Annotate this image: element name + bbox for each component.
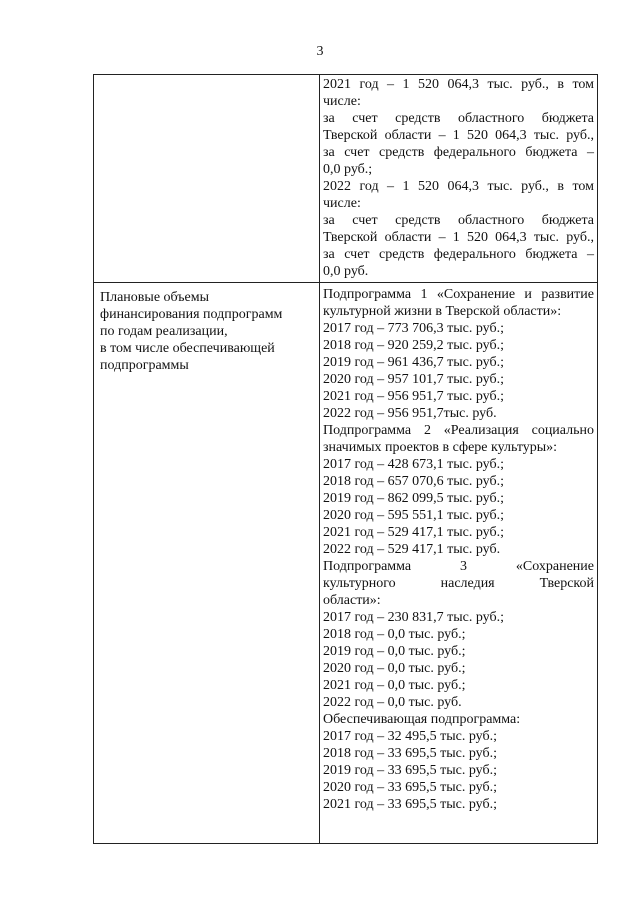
text-line: 2022 год – 0,0 тыс. руб. xyxy=(323,695,462,710)
text-line: Тверской области – 1 520 064,3 тыс. руб., xyxy=(323,230,594,245)
text-line: 2020 год – 33 695,5 тыс. руб.; xyxy=(323,780,497,795)
text-line: области»: xyxy=(323,593,381,608)
row2-right-cell xyxy=(320,283,598,844)
row1-right-text xyxy=(323,76,594,280)
text-line: 2022 год – 956 951,7тыс. руб. xyxy=(323,406,497,421)
page-number: 3 xyxy=(316,44,324,59)
text-line: 0,0 руб.; xyxy=(323,162,373,177)
text-line: Тверской области – 1 520 064,3 тыс. руб., xyxy=(323,128,594,143)
text-line: 2019 год – 33 695,5 тыс. руб.; xyxy=(323,763,497,778)
text-line: за счет средств федерального бюджета – xyxy=(323,145,594,160)
text-line: 2021 год – 0,0 тыс. руб.; xyxy=(323,678,466,693)
text-line: 2021 год – 33 695,5 тыс. руб.; xyxy=(323,797,497,812)
text-line: 2017 год – 230 831,7 тыс. руб.; xyxy=(323,610,504,625)
text-line: 2018 год – 657 070,6 тыс. руб.; xyxy=(323,474,504,489)
row2-right-text xyxy=(323,286,594,813)
text-line: Обеспечивающая подпрограмма: xyxy=(323,712,521,727)
text-line: 2019 год – 0,0 тыс. руб.; xyxy=(323,644,466,659)
text-line: значимых проектов в сфере культуры»: xyxy=(323,440,558,455)
row2-left-cell xyxy=(94,283,320,844)
text-line: культурной жизни в Тверской области»: xyxy=(323,304,562,319)
text-line: 2020 год – 0,0 тыс. руб.; xyxy=(323,661,466,676)
text-line: 2021 год – 956 951,7 тыс. руб.; xyxy=(323,389,504,404)
row1-left-cell xyxy=(94,75,320,283)
text-line: Подпрограмма 3 «Сохранение xyxy=(323,559,594,574)
text-line: 2022 год – 1 520 064,3 тыс. руб., в том xyxy=(323,179,594,194)
text-line: числе: xyxy=(323,196,361,211)
label-line: по годам реализации, xyxy=(100,324,228,339)
text-line: 2019 год – 862 099,5 тыс. руб.; xyxy=(323,491,504,506)
text-line: 2021 год – 1 520 064,3 тыс. руб., в том xyxy=(323,77,594,92)
label-line: в том числе обеспечивающей xyxy=(100,341,275,356)
label-line: финансирования подпрограмм xyxy=(100,307,283,322)
text-line: за счет средств областного бюджета xyxy=(323,111,594,126)
passport-table xyxy=(93,74,598,844)
row2-left-text xyxy=(97,283,316,374)
text-line: 2022 год – 529 417,1 тыс. руб. xyxy=(323,542,501,557)
text-line: 0,0 руб. xyxy=(323,264,369,279)
table-row xyxy=(94,75,598,283)
text-line: числе: xyxy=(323,94,361,109)
row1-right-cell xyxy=(320,75,598,283)
text-line: 2021 год – 529 417,1 тыс. руб.; xyxy=(323,525,504,540)
text-line: 2020 год – 595 551,1 тыс. руб.; xyxy=(323,508,504,523)
text-line: 2020 год – 957 101,7 тыс. руб.; xyxy=(323,372,504,387)
text-line: 2019 год – 961 436,7 тыс. руб.; xyxy=(323,355,504,370)
text-line: 2018 год – 0,0 тыс. руб.; xyxy=(323,627,466,642)
text-line: Подпрограмма 1 «Сохранение и развитие xyxy=(323,287,594,302)
table-row xyxy=(94,283,598,844)
text-line: за счет средств областного бюджета xyxy=(323,213,594,228)
text-line: 2017 год – 773 706,3 тыс. руб.; xyxy=(323,321,504,336)
text-line: 2017 год – 32 495,5 тыс. руб.; xyxy=(323,729,497,744)
row1-left-text xyxy=(97,75,316,81)
text-line: 2018 год – 920 259,2 тыс. руб.; xyxy=(323,338,504,353)
text-line: за счет средств федерального бюджета – xyxy=(323,247,594,262)
text-line: Подпрограмма 2 «Реализация социально xyxy=(323,423,594,438)
text-line: 2017 год – 428 673,1 тыс. руб.; xyxy=(323,457,504,472)
label-line: Плановые объемы xyxy=(100,290,210,305)
text-line: культурного наследия Тверской xyxy=(323,576,594,591)
text-line: 2018 год – 33 695,5 тыс. руб.; xyxy=(323,746,497,761)
label-line: подпрограммы xyxy=(100,358,189,373)
